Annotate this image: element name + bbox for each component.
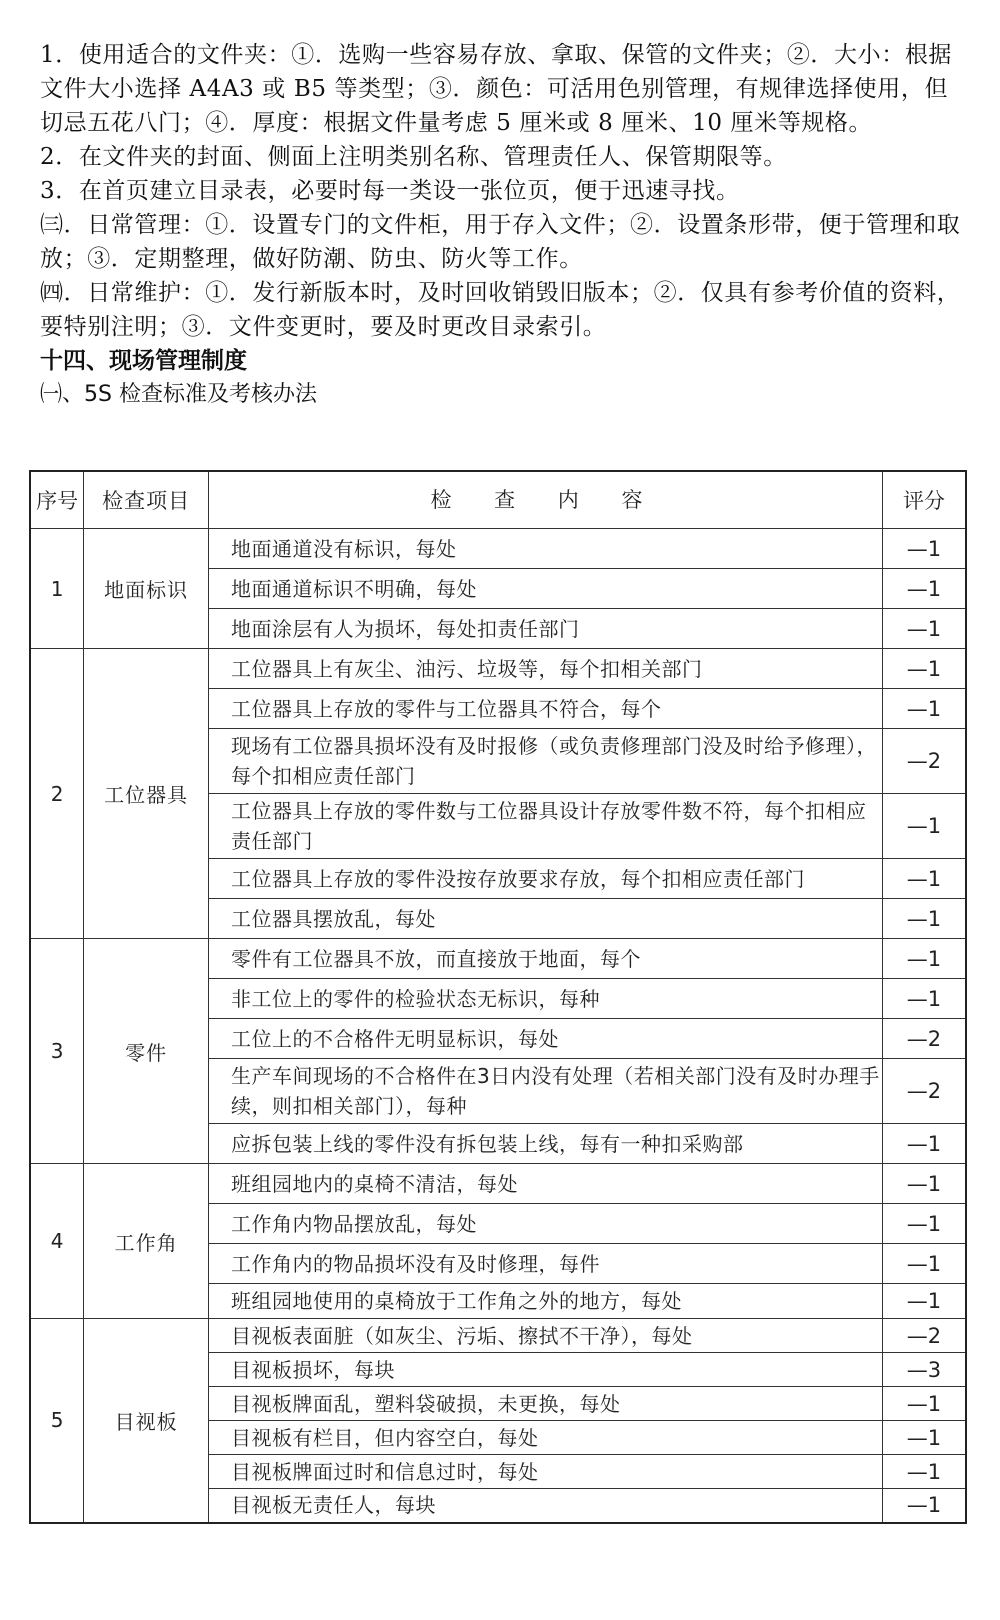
row-score: —1: [882, 1387, 966, 1421]
row-score: —2: [882, 729, 966, 794]
group-item: 目视板: [84, 1319, 209, 1523]
group-item: 工作角: [84, 1164, 209, 1319]
row-score: —1: [882, 1284, 966, 1319]
row-content: 工作角内的物品损坏没有及时修理，每件: [209, 1244, 883, 1284]
table-row: [30, 1319, 966, 1353]
group-item: 工位器具: [84, 649, 209, 939]
row-content: 现场有工位器具损坏没有及时报修（或负责修理部门没及时给予修理），每个扣相应责任部门: [209, 729, 883, 794]
row-score: —3: [882, 1353, 966, 1387]
row-content: 应拆包装上线的零件没有拆包装上线，每有一种扣采购部: [209, 1124, 883, 1164]
row-content: 地面通道标识不明确，每处: [209, 569, 883, 609]
row-content: 目视板牌面过时和信息过时，每处: [209, 1455, 883, 1489]
row-content: 目视板牌面乱，塑料袋破损，未更换，每处: [209, 1387, 883, 1421]
row-content: 地面通道没有标识，每处: [209, 529, 883, 569]
header-content: 检 查 内 容: [209, 471, 883, 529]
group-number: 2: [30, 649, 84, 939]
table-row: [30, 1164, 966, 1204]
row-content: 工位器具上有灰尘、油污、垃圾等，每个扣相关部门: [209, 649, 883, 689]
row-score: —1: [882, 569, 966, 609]
row-score: —1: [882, 1124, 966, 1164]
group-number: 3: [30, 939, 84, 1164]
row-score: —1: [882, 529, 966, 569]
row-score: —1: [882, 899, 966, 939]
row-score: —1: [882, 1164, 966, 1204]
row-score: —1: [882, 979, 966, 1019]
row-content: 目视板无责任人，每块: [209, 1489, 883, 1523]
paragraph-daily-maintenance: ㈣．日常维护：①．发行新版本时，及时回收销毁旧版本；②．仅具有参考价值的资料，要特别注明；③．文件变更时，要及时更改目录索引。: [40, 280, 961, 340]
row-content: 工作角内物品摆放乱，每处: [209, 1204, 883, 1244]
row-score: —1: [882, 1244, 966, 1284]
group-item: 地面标识: [84, 529, 209, 649]
table-header-row: [30, 471, 966, 529]
header-no: 序号: [30, 471, 84, 529]
group-number: 4: [30, 1164, 84, 1319]
row-content: 非工位上的零件的检验状态无标识，每种: [209, 979, 883, 1019]
row-score: —1: [882, 609, 966, 649]
section-heading: 十四、现场管理制度: [40, 348, 247, 374]
table-row: [30, 529, 966, 569]
row-content: 地面涂层有人为损坏，每处扣责任部门: [209, 609, 883, 649]
row-score: —1: [882, 1489, 966, 1523]
row-content: 工位器具上存放的零件数与工位器具设计存放零件数不符，每个扣相应责任部门: [209, 794, 883, 859]
group-item: 零件: [84, 939, 209, 1164]
group-number: 5: [30, 1319, 84, 1523]
header-score: 评分: [882, 471, 966, 529]
row-score: —1: [882, 939, 966, 979]
row-score: —2: [882, 1059, 966, 1124]
paragraph-daily-management: ㈢．日常管理：①．设置专门的文件柜，用于存入文件；②．设置条形带，便于管理和取放；③．定期整理，做好防潮、防虫、防火等工作。: [40, 212, 961, 272]
row-score: —2: [882, 1019, 966, 1059]
table-row: [30, 939, 966, 979]
row-score: —1: [882, 1204, 966, 1244]
sub-heading: ㈠、5S 检查标准及考核办法: [40, 382, 317, 407]
5s-inspection-table: [29, 470, 967, 1524]
row-content: 班组园地使用的桌椅放于工作角之外的地方，每处: [209, 1284, 883, 1319]
row-score: —1: [882, 794, 966, 859]
table-row: [30, 649, 966, 689]
row-score: —1: [882, 1455, 966, 1489]
group-number: 1: [30, 529, 84, 649]
row-content: 工位器具摆放乱，每处: [209, 899, 883, 939]
row-content: 班组园地内的桌椅不清洁，每处: [209, 1164, 883, 1204]
row-score: —1: [882, 649, 966, 689]
row-content: 工位器具上存放的零件没按存放要求存放，每个扣相应责任部门: [209, 859, 883, 899]
row-content: 目视板损坏，每块: [209, 1353, 883, 1387]
row-content: 目视板有栏目，但内容空白，每处: [209, 1421, 883, 1455]
paragraph-folder-label: 2．在文件夹的封面、侧面上注明类别名称、管理责任人、保管期限等。: [40, 144, 787, 170]
row-score: —1: [882, 1421, 966, 1455]
row-score: —1: [882, 689, 966, 729]
row-content: 工位器具上存放的零件与工位器具不符合，每个: [209, 689, 883, 729]
row-score: —2: [882, 1319, 966, 1353]
row-content: 工位上的不合格件无明显标识，每处: [209, 1019, 883, 1059]
document-text: [40, 38, 970, 412]
paragraph-index-page: 3．在首页建立目录表，必要时每一类设一张位页，便于迅速寻找。: [40, 178, 740, 204]
paragraph-folder-selection: 1．使用适合的文件夹：①．选购一些容易存放、拿取、保管的文件夹；②．大小：根据文件大小选择 A4A3 或 B5 等类型；③．颜色：可活用色别管理，有规律选择使用，但切忌五花八门；④．厚度：根据文件量考虑 5 厘米或 8 厘米、10 厘米等规格。: [40, 42, 953, 136]
row-score: —1: [882, 859, 966, 899]
row-content: 目视板表面脏（如灰尘、污垢、擦拭不干净），每处: [209, 1319, 883, 1353]
row-content: 生产车间现场的不合格件在3日内没有处理（若相关部门没有及时办理手续，则扣相关部门），每种: [209, 1059, 883, 1124]
row-content: 零件有工位器具不放，而直接放于地面，每个: [209, 939, 883, 979]
header-item: 检查项目: [84, 471, 209, 529]
